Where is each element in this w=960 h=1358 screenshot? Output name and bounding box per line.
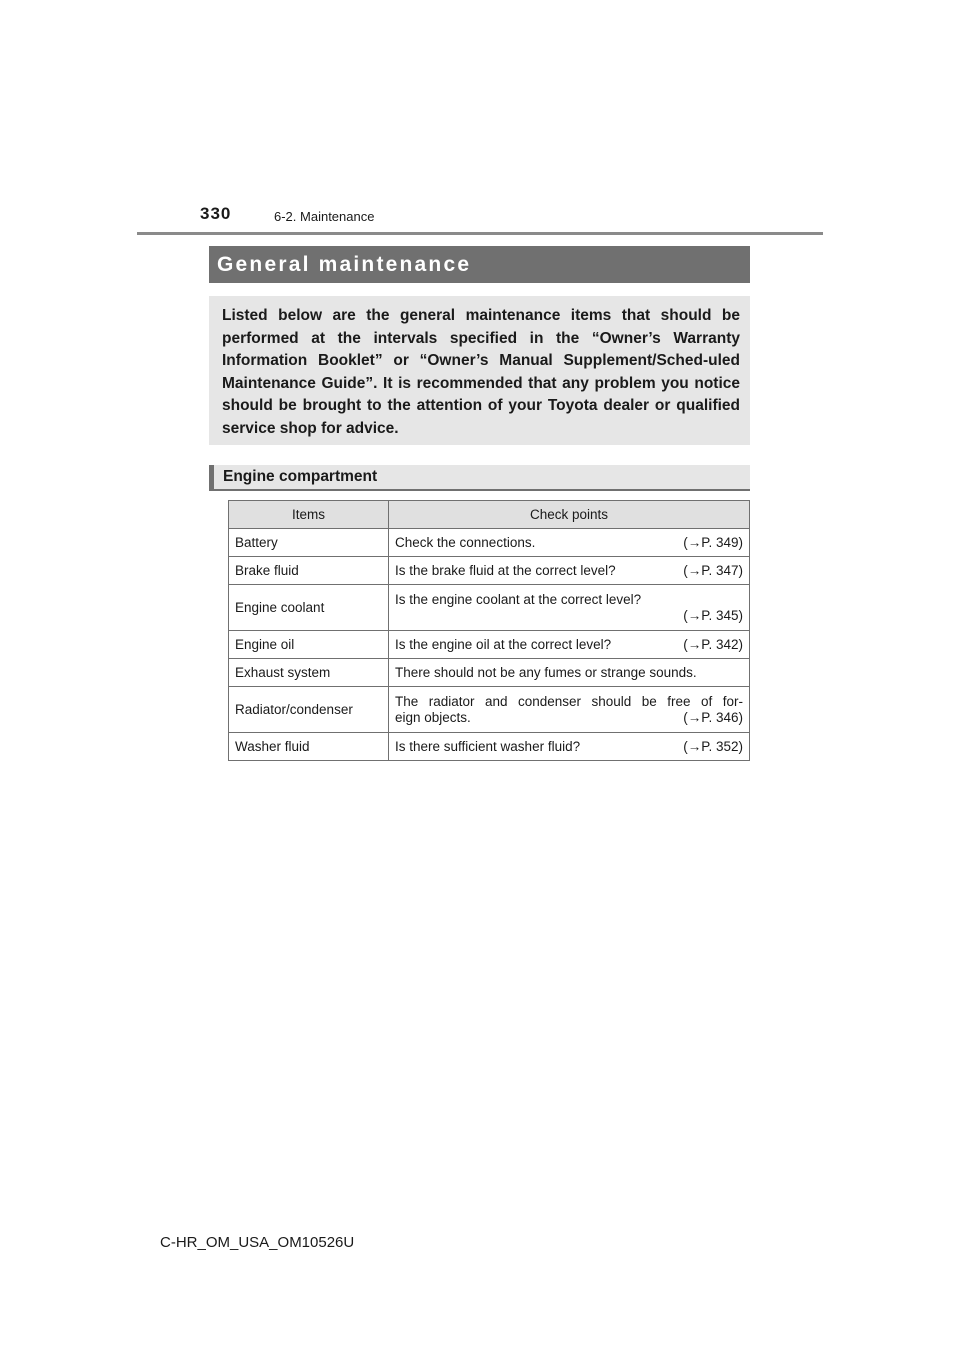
check-cell	[389, 659, 750, 687]
check-text: Is the engine oil at the correct level?	[395, 636, 612, 652]
page-ref: (→P. 347)	[683, 562, 743, 578]
check-cell	[389, 557, 750, 585]
subsection-bar	[209, 465, 750, 491]
check-cell	[389, 529, 750, 557]
check-cell	[389, 687, 750, 733]
check-text: Check the connections.	[395, 534, 536, 550]
subsection-title: Engine compartment	[223, 468, 378, 485]
item-cell: Brake fluid	[229, 557, 389, 585]
item-cell: Washer fluid	[229, 733, 389, 761]
check-text: Is there sufficient washer fluid?	[395, 738, 581, 754]
item-cell: Engine oil	[229, 631, 389, 659]
intro-box	[209, 296, 750, 445]
table-row	[229, 585, 750, 631]
table-row	[229, 733, 750, 761]
footer-code: C-HR_OM_USA_OM10526U	[160, 1234, 355, 1251]
table-row	[229, 687, 750, 733]
item-cell: Exhaust system	[229, 659, 389, 687]
check-text-continued: eign objects.	[395, 709, 471, 725]
check-text: Is the engine coolant at the correct level?	[395, 591, 642, 607]
maintenance-table	[228, 500, 750, 761]
page-ref: (→P. 346)	[683, 709, 743, 725]
intro-text: Listed below are the general maintenance items that should be performed at the intervals specified in the “Owner’s Warranty Information Booklet” or “Owner’s Manual Supplement/Sched-uled Maintenance Guide”. It is recommended that any problem you notice should be brought to the attention of your Toyota dealer or qualified service shop for advice.	[222, 307, 740, 437]
header-rule	[137, 232, 823, 235]
page-title: General maintenance	[217, 252, 472, 276]
item-cell: Battery	[229, 529, 389, 557]
table-row	[229, 631, 750, 659]
check-text: There should not be any fumes or strange sounds.	[395, 664, 697, 680]
page-ref: (→P. 349)	[683, 534, 743, 550]
table-row	[229, 557, 750, 585]
check-cell	[389, 733, 750, 761]
table-row	[229, 529, 750, 557]
page-ref: (→P. 342)	[683, 636, 743, 652]
page-number: 330	[200, 204, 232, 223]
check-cell	[389, 585, 750, 631]
table-header-row	[229, 501, 750, 529]
header-items: Items	[229, 501, 389, 529]
page-ref: (→P. 352)	[683, 738, 743, 754]
item-cell: Radiator/condenser	[229, 687, 389, 733]
check-cell	[389, 631, 750, 659]
check-text: The radiator and condenser should be free of for-	[395, 693, 743, 709]
header-check-points: Check points	[389, 501, 750, 529]
title-bar	[209, 246, 750, 283]
table-row	[229, 659, 750, 687]
check-text: Is the brake fluid at the correct level?	[395, 562, 616, 578]
section-label: 6-2. Maintenance	[274, 209, 375, 224]
page-ref: (→P. 345)	[683, 607, 743, 623]
item-cell: Engine coolant	[229, 585, 389, 631]
